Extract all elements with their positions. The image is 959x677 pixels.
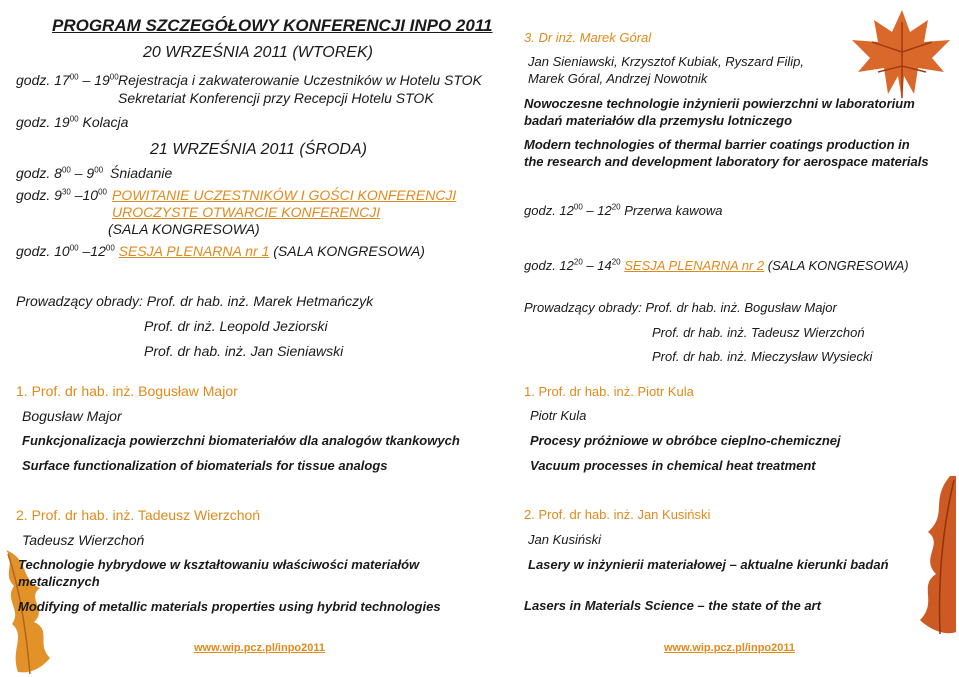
chair-left-2: Prof. dr inż. Leopold Jeziorski xyxy=(144,318,328,334)
registration-text: Rejestracja i zakwaterowanie Uczestników w Hotelu STOK xyxy=(118,72,482,88)
chair-left-3: Prof. dr hab. inż. Jan Sieniawski xyxy=(144,343,344,359)
session-2-link[interactable]: SESJA PLENARNA nr 2 xyxy=(624,258,765,273)
talk-heading: 1. Prof. dr hab. inż. Piotr Kula xyxy=(524,384,694,399)
talk-heading: 3. Dr inż. Marek Góral xyxy=(524,30,652,45)
talk-authors-cont: Marek Góral, Andrzej Nowotnik xyxy=(528,71,708,86)
secretariat-text: Sekretariat Konferencji przy Recepcji Hotelu STOK xyxy=(118,90,434,106)
talk-title-en: Vacuum processes in chemical heat treatment xyxy=(530,458,816,473)
breakfast-text: Śniadanie xyxy=(110,165,173,181)
talk-heading: 1. Prof. dr hab. inż. Bogusław Major xyxy=(16,383,238,399)
talk-title-pl-cont: metalicznych xyxy=(18,574,100,589)
schedule-row-dinner: godz. $19^{00}$ Kolacja xyxy=(16,114,129,130)
welcome-room: (SALA KONGRESOWA) xyxy=(108,221,260,237)
talk-title-en-cont: the research and development laboratory for aerospace materials xyxy=(524,154,929,169)
chair-right-3: Prof. dr hab. inż. Mieczysław Wysiecki xyxy=(652,349,873,364)
talk-authors: Jan Sieniawski, Krzysztof Kubiak, Ryszard Filip, xyxy=(528,54,804,69)
schedule-row-session-2: godz. $12^{20} - 14^{20}$ SESJA PLENARNA nr 2 (SALA KONGRESOWA) xyxy=(524,257,909,273)
session-1-link[interactable]: SESJA PLENARNA nr 1 xyxy=(118,243,270,259)
talk-title-pl-cont: badań materiałów dla przemysłu lotniczego xyxy=(524,113,793,128)
talk-title-pl: Procesy próżniowe w obróbce cieplno-chemicznej xyxy=(530,433,841,448)
talk-title-pl: Lasery w inżynierii materiałowej – aktualne kierunki badań xyxy=(528,557,889,572)
talk-title-en: Lasers in Materials Science – the state of the art xyxy=(524,598,821,613)
schedule-row-breakfast: godz. $8^{00} - 9^{00}$ xyxy=(16,165,104,181)
chair-right: Prowadzący obrady: Prof. dr hab. inż. Bogusław Major xyxy=(524,300,837,315)
talk-author: Piotr Kula xyxy=(530,408,587,423)
footer-link-right[interactable]: www.wip.pcz.pl/inpo2011 xyxy=(664,642,796,654)
talk-title-en: Modifying of metallic materials properties using hybrid technologies xyxy=(18,599,441,614)
opening-link[interactable]: UROCZYSTE OTWARCIE KONFERENCJI xyxy=(112,204,381,220)
schedule-row-welcome: godz. $9^{30}$ $-10^{00}$ xyxy=(16,187,107,203)
autumn-leaf-icon xyxy=(890,470,959,640)
schedule-row-session-1: godz. $10^{00}$ $-12^{00}$ SESJA PLENARNA nr 1 (SALA KONGRESOWA) xyxy=(16,243,425,259)
schedule-row-coffee-break: godz. $12^{00} - 12^{20}$ Przerwa kawowa xyxy=(524,202,723,218)
talk-heading: 2. Prof. dr hab. inż. Jan Kusiński xyxy=(524,507,711,522)
talk-title-pl: Technologie hybrydowe w kształtowaniu właściwości materiałów xyxy=(18,557,420,572)
talk-author: Tadeusz Wierzchoń xyxy=(22,532,145,548)
day-1-heading: 20 WRZEŚNIA 2011 (WTOREK) xyxy=(143,44,373,61)
talk-author: Bogusław Major xyxy=(22,408,122,424)
talk-title-pl: Nowoczesne technologie inżynierii powierzchni w laboratorium xyxy=(524,96,915,111)
chair-right-2: Prof. dr hab. inż. Tadeusz Wierzchoń xyxy=(652,325,865,340)
talk-title-pl: Funkcjonalizacja powierzchni biomateriałów dla analogów tkankowych xyxy=(22,433,460,448)
footer-link-left[interactable]: www.wip.pcz.pl/inpo2011 xyxy=(194,642,326,654)
welcome-link[interactable]: POWITANIE UCZESTNIKÓW I GOŚCI KONFERENCJI xyxy=(112,187,457,203)
schedule-row-registration: godz. $17^{00} - 19^{00}$ xyxy=(16,72,119,88)
maple-leaf-icon xyxy=(848,2,956,102)
talk-heading: 2. Prof. dr hab. inż. Tadeusz Wierzchoń xyxy=(16,507,261,523)
talk-author: Jan Kusiński xyxy=(528,532,601,547)
day-2-heading: 21 WRZEŚNIA 2011 (ŚRODA) xyxy=(150,141,367,158)
chair-left: Prowadzący obrady: Prof. dr hab. inż. Marek Hetmańczyk xyxy=(16,293,374,309)
talk-title-en: Surface functionalization of biomaterials for tissue analogs xyxy=(22,458,388,473)
program-title: PROGRAM SZCZEGÓŁOWY KONFERENCJI INPO 2011 xyxy=(52,16,493,35)
talk-title-en: Modern technologies of thermal barrier coatings production in xyxy=(524,137,910,152)
